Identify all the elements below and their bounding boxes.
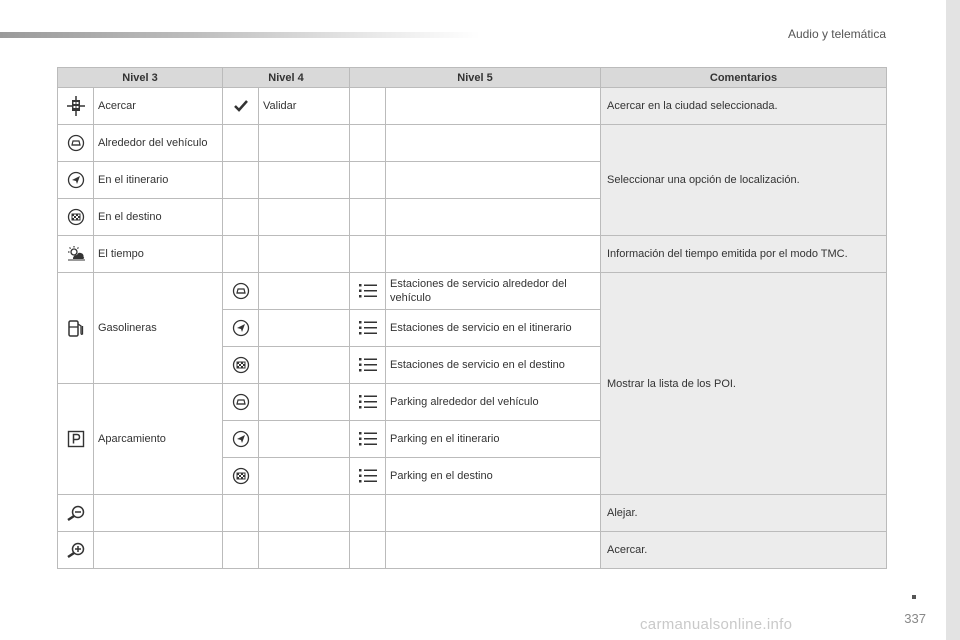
empty-cell bbox=[350, 162, 386, 199]
empty-cell bbox=[223, 532, 259, 569]
menu-item-around-vehicle: Alrededor del vehículo bbox=[94, 125, 223, 162]
empty-cell bbox=[259, 458, 350, 495]
list-icon bbox=[358, 468, 378, 484]
comment-zoom-out: Alejar. bbox=[601, 495, 887, 532]
around-vehicle-icon bbox=[67, 134, 85, 152]
cell-icon bbox=[58, 88, 94, 125]
menu-item-weather: El tiempo bbox=[94, 236, 223, 273]
empty-cell bbox=[259, 421, 350, 458]
list-icon bbox=[358, 283, 378, 299]
empty-cell bbox=[223, 236, 259, 273]
empty-cell bbox=[223, 199, 259, 236]
empty-cell bbox=[259, 273, 350, 310]
cell-icon bbox=[58, 273, 94, 384]
empty-cell bbox=[386, 532, 601, 569]
page-number: 337 bbox=[904, 611, 926, 626]
destination-flag-icon bbox=[232, 356, 250, 374]
page-edge-bar bbox=[946, 0, 960, 640]
parking-icon bbox=[67, 430, 85, 448]
table-header-row bbox=[58, 68, 887, 88]
table-row bbox=[58, 88, 887, 125]
column-header-level3: Nivel 3 bbox=[58, 68, 223, 88]
navigation-menu-table bbox=[57, 67, 887, 569]
empty-cell bbox=[386, 199, 601, 236]
empty-cell bbox=[350, 199, 386, 236]
comment-zoom-in-city: Acercar en la ciudad seleccionada. bbox=[601, 88, 887, 125]
around-vehicle-icon bbox=[232, 282, 250, 300]
header-gradient-bar bbox=[0, 32, 480, 38]
empty-cell bbox=[259, 532, 350, 569]
menu-item-fuel-route: Estaciones de servicio en el itinerario bbox=[386, 310, 601, 347]
empty-cell bbox=[223, 162, 259, 199]
on-route-icon bbox=[67, 171, 85, 189]
empty-cell bbox=[350, 88, 386, 125]
page-marker-dot bbox=[912, 595, 916, 599]
around-vehicle-icon bbox=[232, 393, 250, 411]
empty-cell bbox=[223, 495, 259, 532]
menu-item-parking: Aparcamiento bbox=[94, 384, 223, 495]
empty-cell bbox=[259, 347, 350, 384]
menu-item-zoom-in: Acercar bbox=[94, 88, 223, 125]
checkmark-icon bbox=[234, 100, 248, 112]
column-header-level4: Nivel 4 bbox=[223, 68, 350, 88]
destination-flag-icon bbox=[67, 208, 85, 226]
empty-cell bbox=[350, 125, 386, 162]
menu-item-fuel-stations: Gasolineras bbox=[94, 273, 223, 384]
cell-icon bbox=[350, 347, 386, 384]
cell-icon bbox=[58, 495, 94, 532]
cell-icon bbox=[58, 199, 94, 236]
zoom-in-icon bbox=[66, 541, 86, 559]
cell-icon bbox=[223, 273, 259, 310]
menu-item-at-destination: En el destino bbox=[94, 199, 223, 236]
cell-icon bbox=[58, 162, 94, 199]
watermark: carmanualsonline.info bbox=[640, 616, 793, 633]
destination-flag-icon bbox=[232, 467, 250, 485]
empty-cell bbox=[386, 495, 601, 532]
table-row bbox=[58, 495, 887, 532]
table-row bbox=[58, 532, 887, 569]
empty-cell bbox=[350, 495, 386, 532]
comment-location-option: Seleccionar una opción de localización. bbox=[601, 125, 887, 236]
empty-cell bbox=[259, 236, 350, 273]
comment-weather-tmc: Información del tiempo emitida por el modo TMC. bbox=[601, 236, 887, 273]
empty-cell bbox=[386, 125, 601, 162]
empty-cell bbox=[94, 495, 223, 532]
empty-cell bbox=[223, 125, 259, 162]
map-pin-zoom-icon bbox=[66, 95, 86, 117]
empty-cell bbox=[259, 162, 350, 199]
table-row bbox=[58, 236, 887, 273]
section-title: Audio y telemática bbox=[787, 27, 886, 41]
list-icon bbox=[358, 394, 378, 410]
cell-icon bbox=[223, 347, 259, 384]
empty-cell bbox=[386, 236, 601, 273]
cell-icon bbox=[58, 236, 94, 273]
cell-icon bbox=[223, 384, 259, 421]
empty-cell bbox=[259, 495, 350, 532]
empty-cell bbox=[259, 310, 350, 347]
cell-icon bbox=[223, 421, 259, 458]
menu-item-fuel-around: Estaciones de servicio alrededor del vehículo bbox=[386, 273, 601, 310]
menu-item-parking-route: Parking en el itinerario bbox=[386, 421, 601, 458]
empty-cell bbox=[386, 88, 601, 125]
empty-cell bbox=[350, 532, 386, 569]
comment-poi-list: Mostrar la lista de los POI. bbox=[601, 273, 887, 495]
menu-item-parking-around: Parking alrededor del vehículo bbox=[386, 384, 601, 421]
cell-icon bbox=[223, 458, 259, 495]
cell-icon bbox=[350, 421, 386, 458]
cell-icon bbox=[58, 532, 94, 569]
menu-item-on-route: En el itinerario bbox=[94, 162, 223, 199]
cell-icon bbox=[350, 273, 386, 310]
on-route-icon bbox=[232, 430, 250, 448]
zoom-out-icon bbox=[66, 504, 86, 522]
menu-item-validate: Validar bbox=[259, 88, 350, 125]
empty-cell bbox=[259, 199, 350, 236]
column-header-comments: Comentarios bbox=[601, 68, 887, 88]
cell-icon bbox=[350, 384, 386, 421]
cell-icon bbox=[223, 88, 259, 125]
table-row bbox=[58, 125, 887, 162]
menu-item-parking-destination: Parking en el destino bbox=[386, 458, 601, 495]
cell-icon bbox=[223, 310, 259, 347]
table-row bbox=[58, 273, 887, 310]
empty-cell bbox=[386, 162, 601, 199]
list-icon bbox=[358, 357, 378, 373]
cell-icon bbox=[350, 458, 386, 495]
cell-icon bbox=[58, 125, 94, 162]
cell-icon bbox=[58, 384, 94, 495]
empty-cell bbox=[259, 125, 350, 162]
comment-zoom-in: Acercar. bbox=[601, 532, 887, 569]
empty-cell bbox=[94, 532, 223, 569]
fuel-pump-icon bbox=[67, 318, 85, 338]
column-header-level5: Nivel 5 bbox=[350, 68, 601, 88]
weather-icon bbox=[66, 245, 86, 263]
on-route-icon bbox=[232, 319, 250, 337]
empty-cell bbox=[350, 236, 386, 273]
empty-cell bbox=[259, 384, 350, 421]
list-icon bbox=[358, 320, 378, 336]
list-icon bbox=[358, 431, 378, 447]
menu-item-fuel-destination: Estaciones de servicio en el destino bbox=[386, 347, 601, 384]
cell-icon bbox=[350, 310, 386, 347]
